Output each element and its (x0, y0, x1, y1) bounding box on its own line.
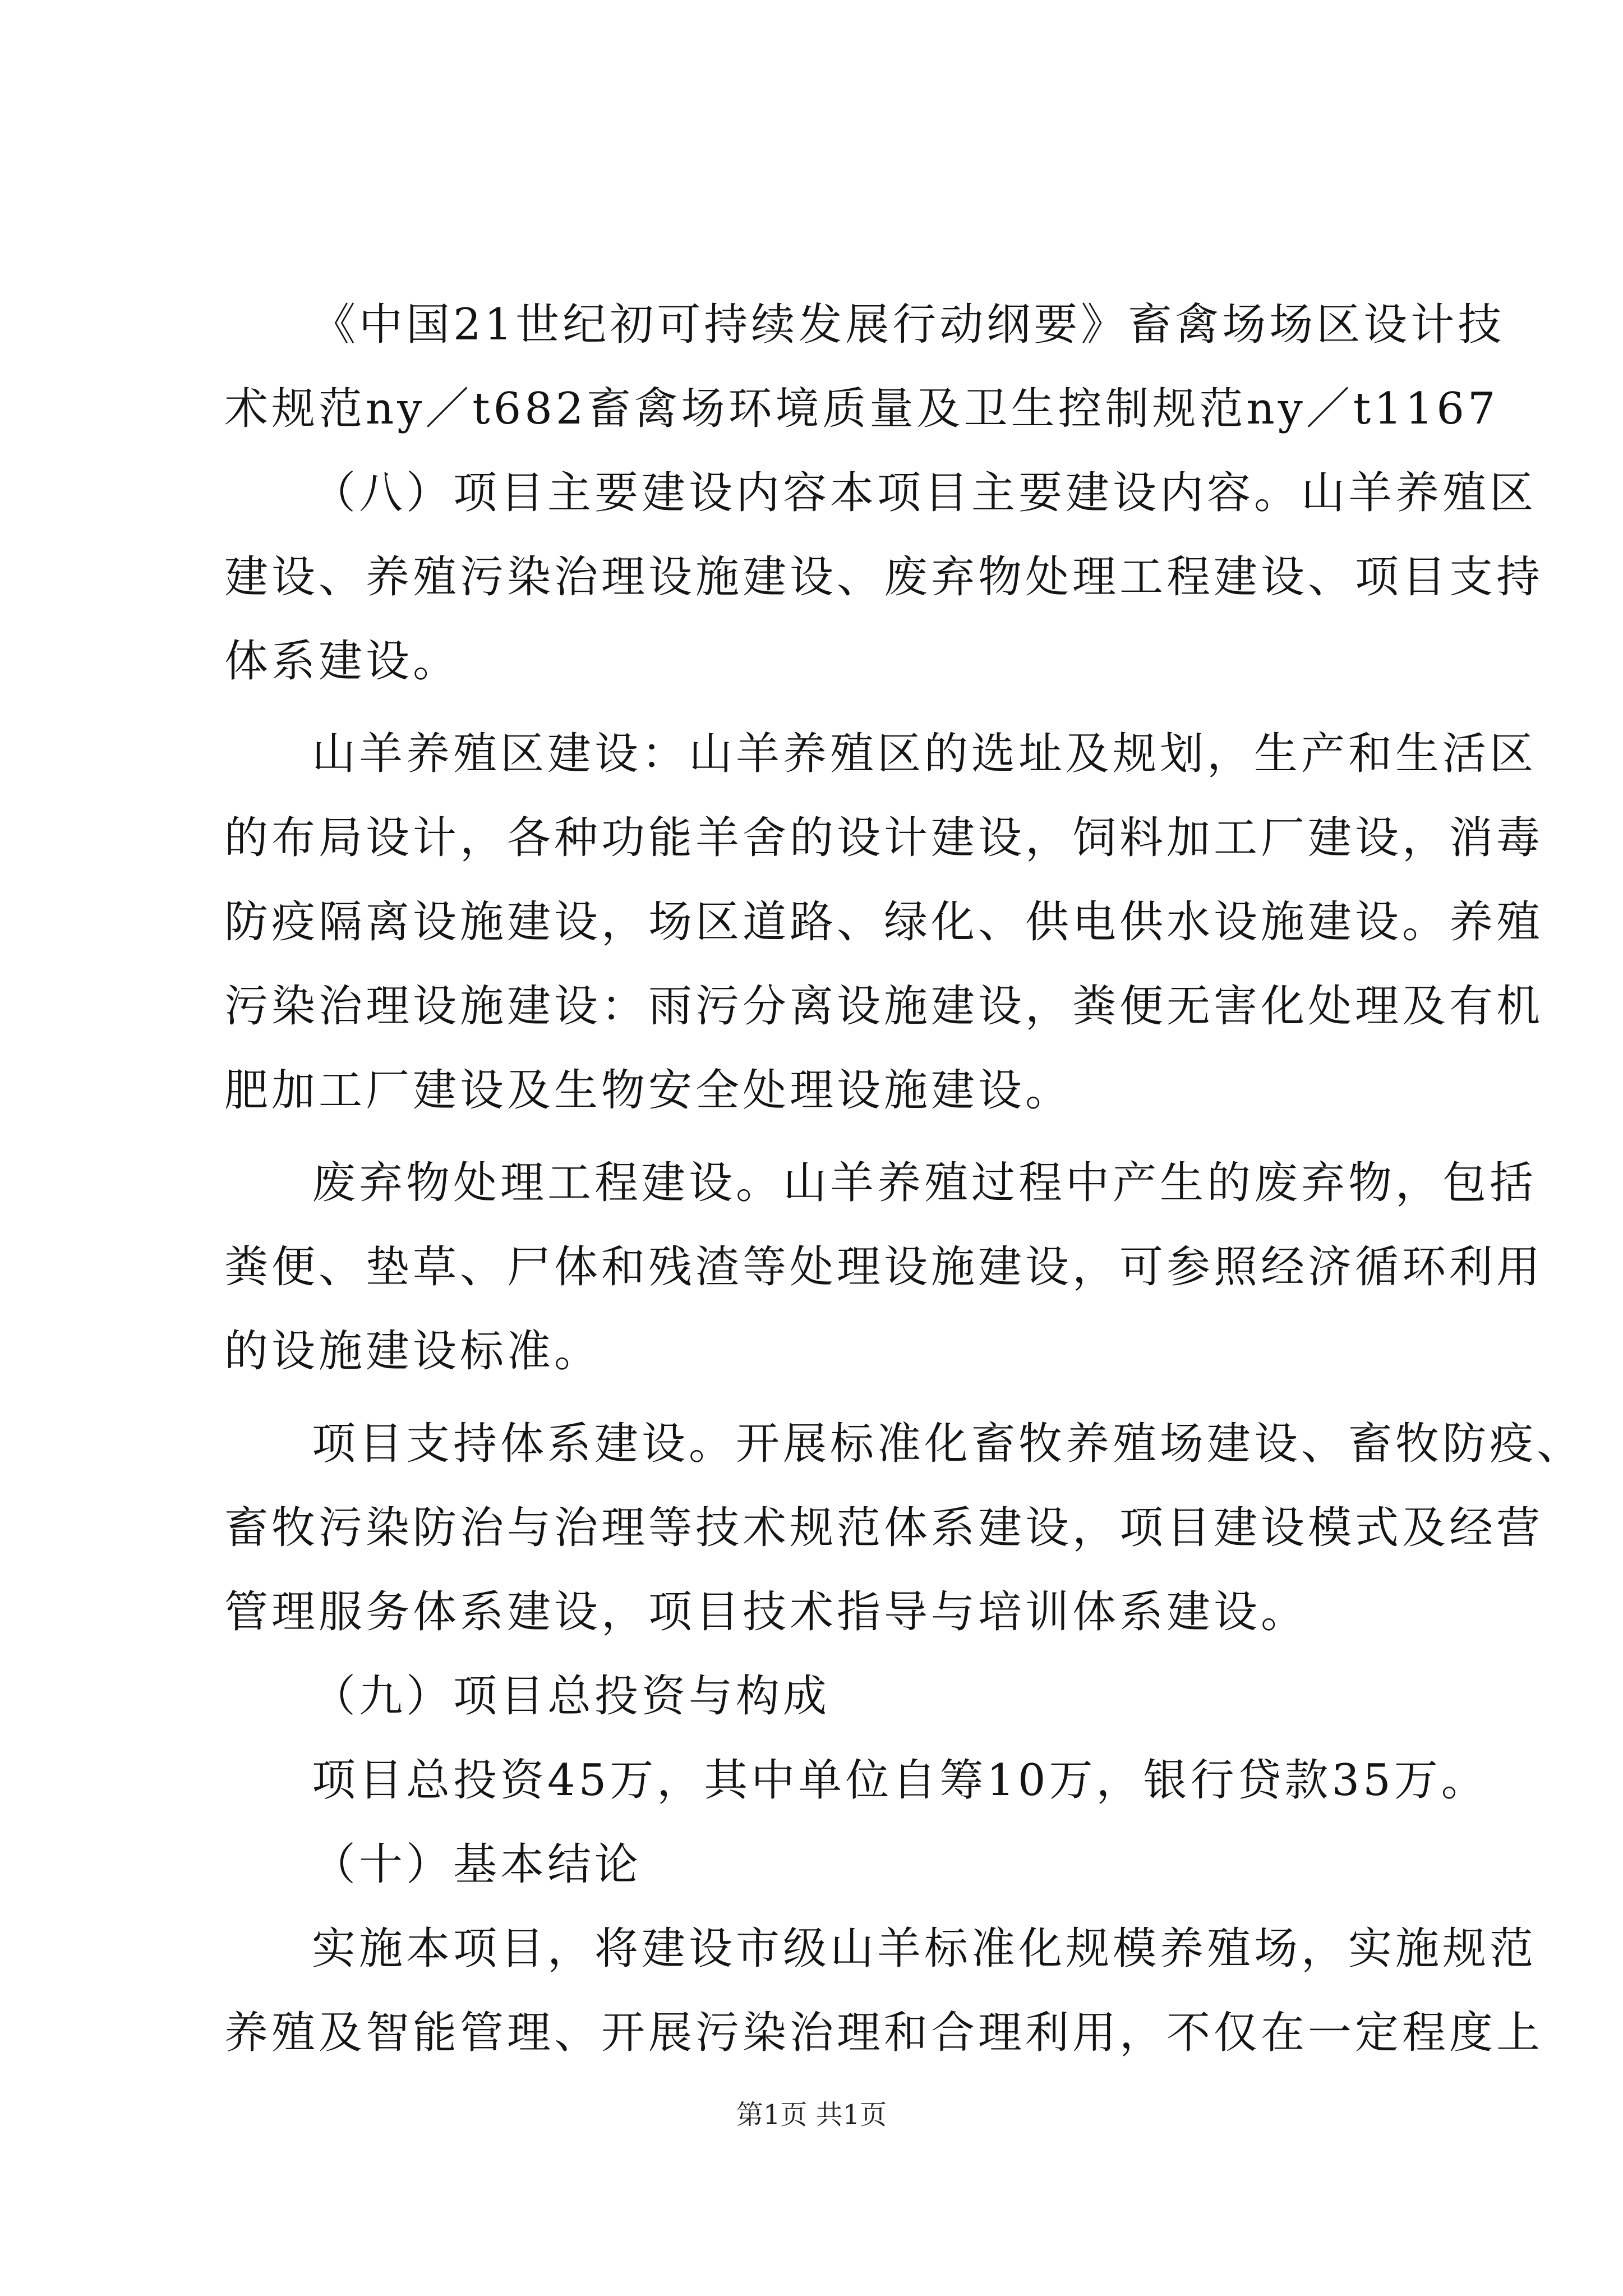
text-line: 防疫隔离设施建设，场区道路、绿化、供电供水设施建设。养殖 (224, 897, 1544, 947)
text-line: （九）项目总投资与构成 (312, 1671, 831, 1722)
text-line: 污染治理设施建设：雨污分离设施建设，粪便无害化处理及有机 (224, 981, 1544, 1032)
text-line: 项目总投资45万，其中单位自筹10万，银行贷款35万。 (312, 1755, 1488, 1806)
text-line: （十）基本结论 (312, 1839, 642, 1890)
text-line: 实施本项目，将建设市级山羊标准化规模养殖场，实施规范 (312, 1924, 1537, 1974)
text-line: 项目支持体系建设。开展标准化畜牧养殖场建设、畜牧防疫、 (312, 1419, 1584, 1469)
text-line: （八）项目主要建设内容本项目主要建设内容。山羊养殖区 (312, 468, 1537, 518)
text-line: 术规范ny／t682畜禽场环境质量及卫生控制规范ny／t1167 (224, 384, 1499, 434)
text-line: 的布局设计，各种功能羊舍的设计建设，饲料加工厂建设，消毒 (224, 813, 1544, 863)
text-line: 体系建设。 (224, 636, 460, 687)
text-line: 畜牧污染防治与治理等技术规范体系建设，项目建设模式及经营 (224, 1503, 1544, 1553)
text-line: 管理服务体系建设，项目技术指导与培训体系建设。 (224, 1587, 1308, 1637)
text-line: 建设、养殖污染治理设施建设、废弃物处理工程建设、项目支持 (224, 552, 1544, 602)
text-line: 废弃物处理工程建设。山羊养殖过程中产生的废弃物，包括 (312, 1158, 1537, 1208)
page-footer: 第1页 共1页 (736, 2099, 887, 2131)
text-line: 山羊养殖区建设：山羊养殖区的选址及规划，生产和生活区 (312, 729, 1537, 779)
text-line: 《中国21世纪初可持续发展行动纲要》畜禽场场区设计技 (312, 300, 1505, 350)
text-line: 养殖及智能管理、开展污染治理和合理利用，不仅在一定程度上 (224, 2008, 1544, 2058)
text-line: 肥加工厂建设及生物安全处理设施建设。 (224, 1065, 1073, 1116)
text-line: 的设施建设标准。 (224, 1326, 602, 1377)
text-line: 粪便、垫草、尸体和残渣等处理设施建设，可参照经济循环利用 (224, 1242, 1544, 1292)
